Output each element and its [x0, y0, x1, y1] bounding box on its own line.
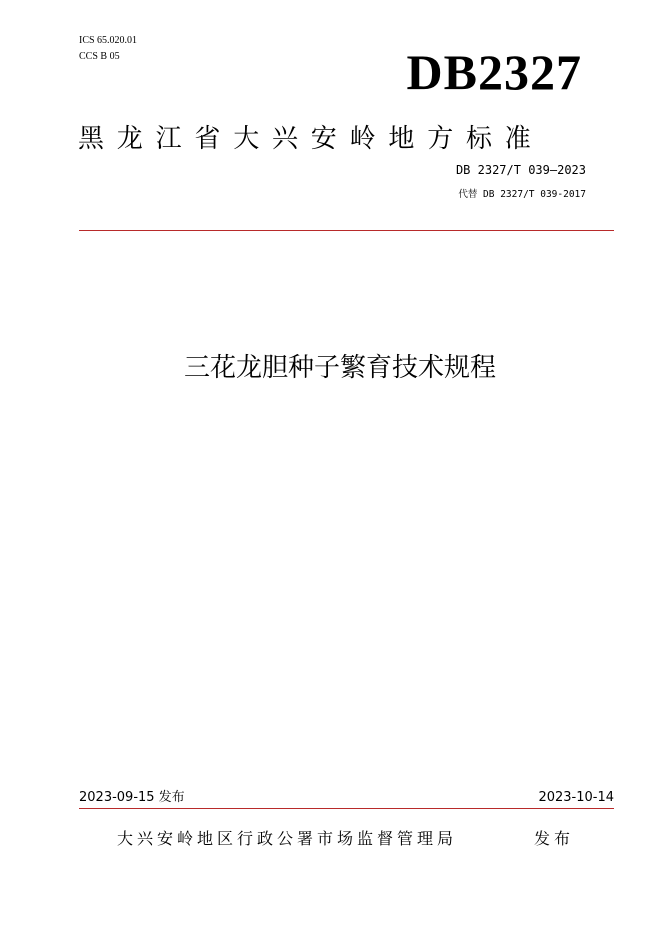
footer-divider	[79, 808, 614, 809]
replaces-standard: 代替 DB 2327/T 039-2017	[458, 189, 586, 200]
ccs-code: CCS B 05	[79, 51, 120, 62]
standard-type-title: 黑龙江省大兴安岭地方标准	[78, 124, 544, 154]
document-title: 三花龙胆种子繁育技术规程	[183, 353, 496, 383]
ics-code: ICS 65.020.01	[79, 35, 138, 46]
header-divider	[79, 230, 614, 231]
publish-label: 发布	[534, 829, 575, 848]
implementation-date: 2023-10-14	[538, 790, 614, 805]
standard-number: DB 2327/T 039—2023	[455, 163, 586, 177]
standard-code-logo: DB2327	[406, 44, 582, 100]
publisher-name: 大兴安岭地区行政公署市场监督管理局	[117, 829, 458, 848]
issue-date: 2023-09-15 发布	[79, 790, 185, 805]
